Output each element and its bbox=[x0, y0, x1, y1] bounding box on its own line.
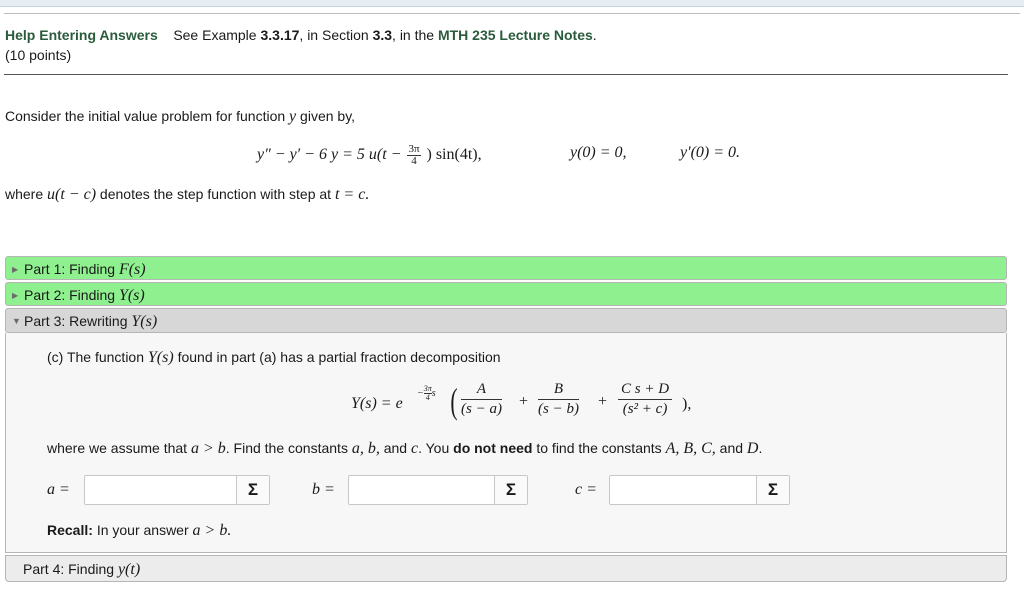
statement-math: Y(s) bbox=[147, 349, 174, 366]
part3-header[interactable] bbox=[5, 308, 1007, 333]
f3-num: C s + D bbox=[618, 381, 672, 400]
fraction-b bbox=[538, 381, 579, 418]
you-text: . You bbox=[418, 440, 450, 456]
to-find: to find the constants bbox=[536, 440, 662, 456]
part2-header[interactable] bbox=[5, 282, 1007, 306]
pf-exponent bbox=[417, 385, 436, 402]
intro-var: y bbox=[289, 108, 297, 125]
exp-neg: − bbox=[417, 387, 424, 399]
ode-frac-num: 3π bbox=[408, 143, 420, 155]
f1-num: A bbox=[461, 381, 502, 400]
ode-rhs: ) sin(4t), bbox=[426, 146, 482, 164]
intro-end: given by, bbox=[300, 108, 356, 124]
assumption-statement bbox=[47, 440, 762, 458]
exp-s: s bbox=[431, 387, 436, 399]
lecture-notes-link[interactable]: MTH 235 Lecture Notes bbox=[437, 27, 593, 43]
ic1-text: y(0) = 0, bbox=[570, 144, 627, 161]
statement-a: (c) The function bbox=[47, 349, 145, 365]
f1-den: (s − a) bbox=[461, 401, 502, 417]
problem-intro bbox=[5, 108, 355, 126]
end-period: . bbox=[758, 440, 763, 456]
exp-num: 3π bbox=[423, 384, 432, 393]
part3-statement bbox=[47, 349, 501, 367]
part2-label bbox=[24, 287, 145, 305]
equation-editor-sigma-icon[interactable]: Σ bbox=[756, 476, 789, 504]
f3-den: (s² + c) bbox=[622, 401, 668, 417]
right-paren bbox=[682, 383, 691, 423]
ode-fraction bbox=[407, 144, 420, 167]
fraction-a bbox=[461, 381, 502, 418]
part1-header[interactable] bbox=[5, 256, 1007, 280]
part4-text: Part 4: Finding bbox=[23, 561, 115, 577]
help-entering-answers-link[interactable]: Help Entering Answers bbox=[5, 27, 158, 43]
left-paren: ( bbox=[450, 381, 458, 421]
part4-math: y(t) bbox=[117, 561, 141, 578]
plus-2: + bbox=[598, 393, 608, 410]
header-divider bbox=[4, 74, 1008, 75]
expand-triangle-icon: ▶ bbox=[12, 291, 19, 300]
header-period: . bbox=[592, 27, 597, 43]
ode-frac-den: 4 bbox=[411, 155, 417, 167]
tail-text: ), bbox=[682, 395, 692, 413]
answer-b-input[interactable] bbox=[348, 475, 528, 505]
ode-lhs: y″ − y′ − 6 y = 5 u(t − bbox=[257, 146, 402, 164]
part3-panel bbox=[5, 333, 1007, 553]
where-text: where bbox=[5, 186, 44, 202]
where-eq: t = c. bbox=[334, 186, 370, 203]
f2-num: B bbox=[538, 381, 579, 400]
assume-a: where we assume that bbox=[47, 440, 188, 456]
part3-math: Y(s) bbox=[131, 313, 158, 330]
label-a: a = bbox=[47, 481, 70, 498]
in-section-text: , in Section bbox=[299, 27, 369, 43]
where-statement bbox=[5, 186, 369, 204]
plus-1: + bbox=[519, 393, 529, 410]
recall-text: In your answer bbox=[96, 522, 189, 538]
and-2: and bbox=[719, 440, 744, 456]
statement-b: found in part (a) has a partial fraction decomposition bbox=[177, 349, 501, 365]
equation-editor-sigma-icon[interactable]: Σ bbox=[236, 476, 269, 504]
part2-math: Y(s) bbox=[118, 287, 145, 304]
recall-note bbox=[47, 522, 231, 540]
problem-header bbox=[5, 25, 597, 65]
cap-d: D bbox=[746, 440, 759, 457]
assume-math: a > b bbox=[190, 440, 226, 457]
assume-b: . Find the constants bbox=[225, 440, 348, 456]
part1-math: F(s) bbox=[118, 261, 146, 278]
part1-text: Part 1: Finding bbox=[24, 261, 116, 277]
label-b: b = bbox=[312, 481, 335, 498]
label-c: c = bbox=[575, 481, 597, 498]
recall-math: a > b. bbox=[192, 522, 232, 539]
ode-equation bbox=[257, 144, 482, 167]
exp-frac bbox=[424, 385, 432, 402]
intro-text: Consider the initial value problem for function bbox=[5, 108, 286, 124]
exp-den: 4 bbox=[425, 393, 430, 402]
const-c: c bbox=[410, 440, 419, 457]
section-ref: 3.3 bbox=[372, 27, 393, 43]
recall-bold: Recall: bbox=[47, 522, 93, 538]
initial-condition-1 bbox=[570, 144, 627, 162]
initial-condition-2 bbox=[680, 144, 740, 162]
part3-text: Part 3: Rewriting bbox=[24, 313, 128, 329]
part4-label bbox=[23, 561, 140, 579]
points-label: (10 points) bbox=[5, 47, 72, 63]
part2-text: Part 2: Finding bbox=[24, 287, 116, 303]
where-mid: denotes the step function with step at bbox=[99, 186, 332, 202]
divider bbox=[4, 13, 1020, 14]
part4-header[interactable] bbox=[5, 555, 1007, 582]
answer-a-input[interactable] bbox=[84, 475, 270, 505]
f2-den: (s − b) bbox=[538, 401, 579, 417]
where-func: u(t − c) bbox=[47, 186, 97, 203]
caps-abc: A, B, C, bbox=[665, 440, 716, 457]
pf-lhs: Y(s) = e bbox=[351, 395, 403, 412]
in-the-text: , in the bbox=[392, 27, 435, 43]
expand-triangle-icon: ▶ bbox=[12, 265, 19, 274]
and-1: and bbox=[383, 440, 408, 456]
top-bar bbox=[0, 0, 1024, 7]
part3-label bbox=[24, 313, 157, 331]
equation-editor-sigma-icon[interactable]: Σ bbox=[494, 476, 527, 504]
consts-ab: a, b, bbox=[351, 440, 380, 457]
example-ref: 3.3.17 bbox=[260, 27, 300, 43]
part1-label bbox=[24, 261, 146, 279]
fraction-c bbox=[618, 381, 672, 418]
see-prefix: See Example bbox=[173, 27, 257, 43]
collapse-triangle-icon: ▼ bbox=[12, 316, 21, 326]
answer-c-input[interactable] bbox=[609, 475, 790, 505]
ic2-text: y′(0) = 0. bbox=[680, 144, 741, 161]
do-not-need: do not need bbox=[453, 440, 533, 456]
